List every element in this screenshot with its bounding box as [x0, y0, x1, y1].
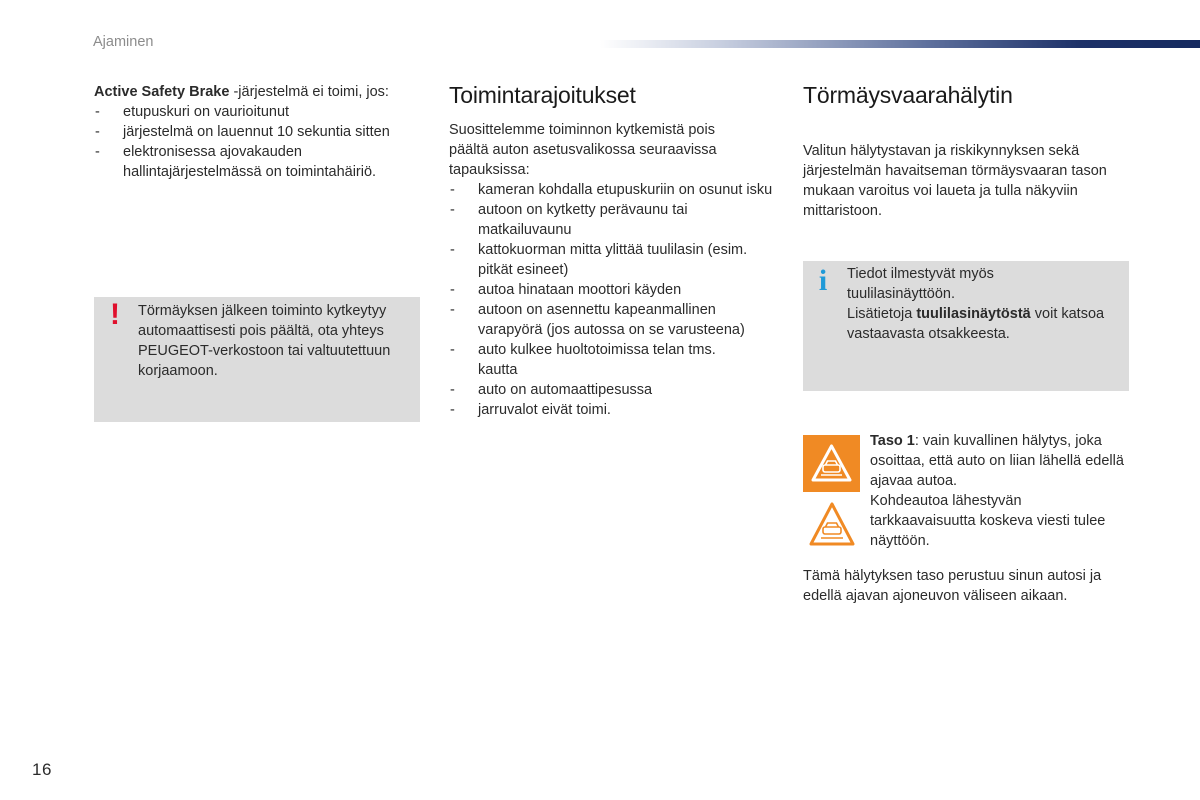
info-box: [803, 261, 1129, 391]
exclamation-warning-icon: !: [110, 298, 120, 331]
level1-line-2: Kohdeautoa lähestyvän tarkkaavaisuutta koskeva viesti tulee näyttöön.: [870, 493, 1106, 549]
page-number: 16: [32, 760, 52, 779]
column-3-footer: Tämä hälytyksen taso perustuu sinun autosi ja edellä ajavan ajoneuvon väliseen aikaan.: [803, 568, 1102, 604]
heading-tormaysvaarahalytin: Törmäysvaarahälytin: [803, 82, 1013, 108]
list-item: - autoa hinataan moottori käyden: [449, 280, 779, 300]
list-item: - jarruvalot eivät toimi.: [449, 400, 779, 420]
collision-warning-filled-icon: [803, 435, 860, 492]
info-bold-term: tuulilasinäytöstä: [916, 306, 1031, 322]
level1-line-1: Taso 1: vain kuvallinen hälytys, joka osoittaa, että auto on liian lähellä edellä ajavaa autoa.: [870, 433, 1124, 489]
column-1: [94, 82, 424, 182]
list-item: - järjestelmä on lauennut 10 sekuntia sitten: [94, 122, 424, 142]
column-2: [449, 120, 779, 420]
list-item: - autoon on asennettu kapeanmallinen varapyörä (jos autossa on se varusteena): [449, 300, 778, 340]
warning-box: [94, 297, 420, 422]
intro-bold-term: Active Safety Brake: [94, 84, 230, 100]
level1-description: [870, 431, 1130, 551]
list-item: - auto kulkee huoltotoimissa telan tms. kautta: [449, 340, 743, 380]
info-line-1: Tiedot ilmestyvät myös tuulilasinäyttöön.: [847, 266, 994, 302]
collision-warning-outline-icon: [806, 500, 858, 548]
list-item: - kameran kohdalla etupuskuriin on osunut isku: [449, 180, 779, 200]
info-icon: i: [818, 264, 828, 297]
list-item: - autoon on kytketty perävaunu tai matkailuvaunu: [449, 200, 718, 240]
level1-label: Taso 1: [870, 433, 915, 449]
info-line-2: Lisätietoja tuulilasinäytöstä voit katsoa vastaavasta otsakkeesta.: [847, 306, 1105, 342]
intro-rest: -järjestelmä ei toimi, jos:: [229, 84, 389, 100]
limitation-list: [449, 180, 779, 420]
section-title: Ajaminen: [93, 34, 154, 50]
warning-text: Törmäyksen jälkeen toiminto kytkeytyy automaattisesti pois päältä, ota yhteys PEUGEOT-verkostoon tai valtuutettuun korjaamoon.: [138, 303, 391, 379]
intro-paragraph: [94, 82, 424, 102]
heading-toimintarajoitukset: Toimintarajoitukset: [449, 82, 636, 108]
column-3-intro: Valitun hälytystavan ja riskikynnyksen sekä järjestelmän havaitseman törmäysvaaran tason mukaan varoitus voi laueta ja tulla näkyviin mittaristoon.: [803, 143, 1107, 219]
list-item: - kattokuorman mitta ylittää tuulilasin (esim. pitkät esineet): [449, 240, 779, 280]
list-item: - etupuskuri on vaurioitunut: [94, 102, 424, 122]
list-item: - auto on automaattipesussa: [449, 380, 779, 400]
condition-list: [94, 102, 424, 182]
list-item: - elektronisessa ajovakauden hallintajärjestelmässä on toimintahäiriö.: [94, 142, 413, 182]
info-text: [847, 264, 1117, 344]
header-gradient-bar: [600, 40, 1200, 48]
intro-paragraph: Suosittelemme toiminnon kytkemistä pois päältä auton asetusvalikossa seuraavissa tapauksissa:: [449, 122, 717, 178]
